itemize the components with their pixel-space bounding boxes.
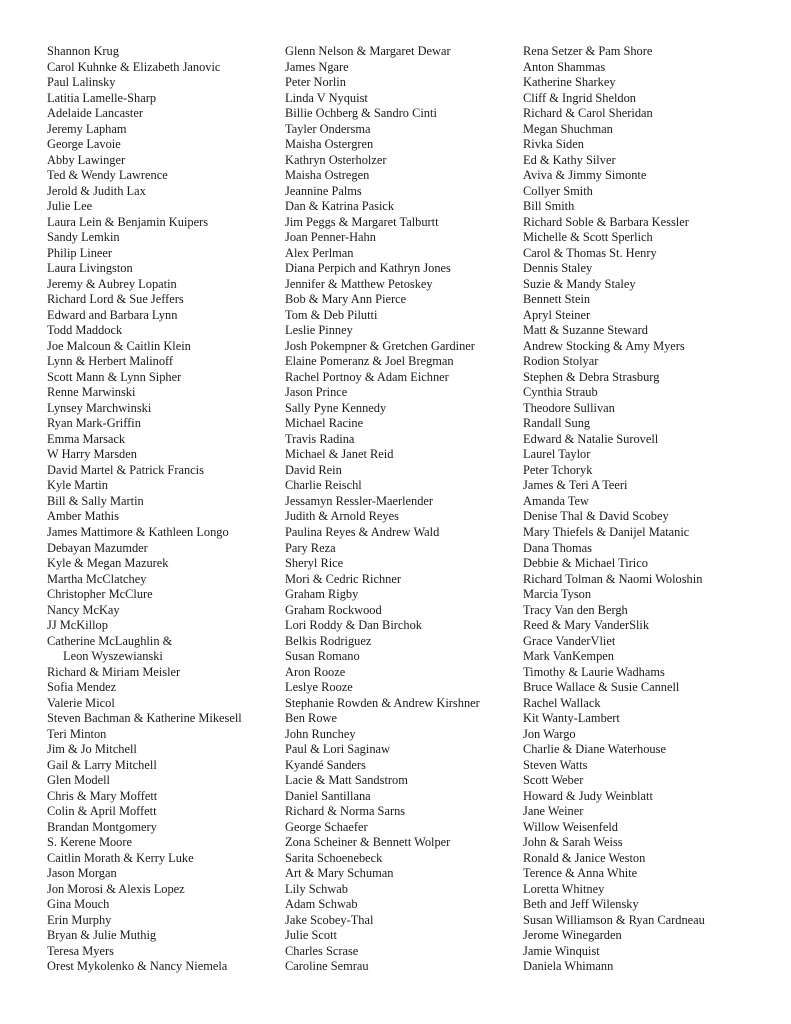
name-entry: Laura Livingston	[47, 261, 133, 276]
name-entry: Reed & Mary VanderSlik	[523, 618, 650, 633]
name-entry: Laurel Taylor	[523, 447, 591, 462]
name-entry: Bill & Sally Martin	[47, 493, 144, 508]
name-entry: Carol & Thomas St. Henry	[523, 245, 657, 260]
name-column-2	[285, 44, 517, 975]
name-entry: S. Kerene Moore	[47, 835, 132, 850]
name-entry: George Lavoie	[47, 137, 121, 152]
name-entry: Martha McClatchey	[47, 571, 147, 586]
name-entry: Bruce Wallace & Susie Cannell	[523, 680, 680, 695]
name-entry: Kyle & Megan Mazurek	[47, 556, 169, 571]
name-entry: Richard & Miriam Meisler	[47, 664, 181, 679]
name-entry: Charlie & Diane Waterhouse	[523, 742, 666, 757]
name-entry: Jamie Winquist	[523, 943, 600, 958]
name-entry: Megan Shuchman	[523, 121, 613, 136]
name-entry: Judith & Arnold Reyes	[285, 509, 399, 524]
name-entry: Travis Radina	[285, 431, 355, 446]
name-entry: Julie Lee	[47, 199, 93, 214]
name-entry: Emma Marsack	[47, 431, 126, 446]
name-entry: Pary Reza	[285, 540, 336, 555]
name-entry: Jon Wargo	[523, 726, 576, 741]
name-entry: Glen Modell	[47, 773, 110, 788]
name-entry: Amber Mathis	[47, 509, 119, 524]
name-entry: Edward and Barbara Lynn	[47, 307, 178, 322]
name-entry: Lynsey Marchwinski	[47, 400, 152, 415]
name-entry: Sandy Lemkin	[47, 230, 120, 245]
name-entry: Jerold & Judith Lax	[47, 183, 146, 198]
name-entry: Ed & Kathy Silver	[523, 152, 616, 167]
name-entry: George Schaefer	[285, 819, 368, 834]
name-entry: Maisha Ostregen	[285, 168, 370, 183]
name-entry: Willow Weisenfeld	[523, 819, 618, 834]
name-entry: Sheryl Rice	[285, 556, 344, 571]
name-entry: W Harry Marsden	[47, 447, 137, 462]
name-entry: Jeannine Palms	[285, 183, 362, 198]
name-entry: Jon Morosi & Alexis Lopez	[47, 881, 185, 896]
name-entry: Glenn Nelson & Margaret Dewar	[285, 44, 451, 58]
name-entry: Michael & Janet Reid	[285, 447, 394, 462]
name-entry: Leslye Rooze	[285, 680, 353, 695]
name-entry: Joe Malcoun & Caitlin Klein	[47, 338, 191, 353]
name-entry: Randall Sung	[523, 416, 591, 431]
name-entry: Latitia Lamelle-Sharp	[47, 90, 157, 105]
name-entry: Catherine McLaughlin &	[47, 633, 173, 648]
name-entry: Renne Marwinski	[47, 385, 136, 400]
name-entry: Mary Thiefels & Danijel Matanic	[523, 524, 690, 539]
name-entry: Edward & Natalie Surovell	[523, 431, 659, 446]
name-entry: Jerome Winegarden	[523, 928, 622, 943]
name-entry: Paul & Lori Saginaw	[285, 742, 390, 757]
name-entry: Belkis Rodriguez	[285, 633, 372, 648]
name-entry: Terence & Anna White	[523, 866, 638, 881]
name-entry: Tracy Van den Bergh	[523, 602, 628, 617]
name-entry: Debbie & Michael Tirico	[523, 556, 648, 571]
name-entry: Gail & Larry Mitchell	[47, 757, 157, 772]
name-entry: Richard Soble & Barbara Kessler	[523, 214, 689, 229]
name-entry: Denise Thal & David Scobey	[523, 509, 669, 524]
name-entry: Bill Smith	[523, 199, 575, 214]
name-entry: Daniel Santillana	[285, 788, 371, 803]
name-entry: Richard & Norma Sarns	[285, 804, 406, 819]
name-entry: Aviva & Jimmy Simonte	[523, 168, 647, 183]
name-entry: Josh Pokempner & Gretchen Gardiner	[285, 338, 475, 353]
name-entry: Steven Bachman & Katherine Mikesell	[47, 711, 242, 726]
name-entry: Howard & Judy Weinblatt	[523, 788, 653, 803]
name-entry: Rachel Portnoy & Adam Eichner	[285, 369, 449, 384]
name-entry: Kyandé Sanders	[285, 757, 366, 772]
name-entry: Mark VanKempen	[523, 649, 614, 664]
name-entry: Collyer Smith	[523, 183, 593, 198]
name-entry: Laura Lein & Benjamin Kuipers	[47, 214, 209, 229]
name-entry: Bob & Mary Ann Pierce	[285, 292, 407, 307]
name-column-1	[47, 44, 279, 975]
name-entry: Grace VanderVliet	[523, 633, 616, 648]
name-entry: Colin & April Moffett	[47, 804, 157, 819]
name-entry: Dennis Staley	[523, 261, 593, 276]
name-entry: Dan & Katrina Pasick	[285, 199, 395, 214]
name-entry: Caitlin Morath & Kerry Luke	[47, 850, 194, 865]
name-entry: Steven Watts	[523, 757, 588, 772]
name-entry: Sarita Schoenebeck	[285, 850, 383, 865]
name-entry: Alex Perlman	[285, 245, 354, 260]
name-entry: Jessamyn Ressler-Maerlender	[285, 493, 434, 508]
name-entry: Christopher McClure	[47, 587, 153, 602]
name-entry: Adelaide Lancaster	[47, 106, 143, 121]
name-entry: Carol Kuhnke & Elizabeth Janovic	[47, 59, 221, 74]
name-entry: Daniela Whimann	[523, 959, 614, 974]
name-entry: Andrew Stocking & Amy Myers	[523, 338, 685, 353]
name-entry: Jason Morgan	[47, 866, 117, 881]
name-entry: Jane Weiner	[523, 804, 584, 819]
name-entry: Lacie & Matt Sandstrom	[285, 773, 408, 788]
name-entry: Linda V Nyquist	[285, 90, 368, 105]
name-entry: Tayler Ondersma	[285, 121, 371, 136]
name-entry: Stephen & Debra Strasburg	[523, 369, 660, 384]
name-entry: Amanda Tew	[523, 493, 589, 508]
name-entry: Jason Prince	[285, 385, 348, 400]
name-entry: Diana Perpich and Kathryn Jones	[285, 261, 451, 276]
name-entry: JJ McKillop	[47, 618, 108, 633]
name-entry: Cynthia Straub	[523, 385, 598, 400]
name-entry: Anton Shammas	[523, 59, 606, 74]
name-entry: Jim & Jo Mitchell	[47, 742, 137, 757]
name-entry: Abby Lawinger	[47, 152, 126, 167]
name-entry: John & Sarah Weiss	[523, 835, 623, 850]
name-entry: Ted & Wendy Lawrence	[47, 168, 168, 183]
name-entry: Rachel Wallack	[523, 695, 601, 710]
name-entry: Caroline Semrau	[285, 959, 369, 974]
name-entry: Joan Penner-Hahn	[285, 230, 376, 245]
name-entry: Shannon Krug	[47, 44, 119, 58]
name-entry: Bennett Stein	[523, 292, 591, 307]
name-entry: Paulina Reyes & Andrew Wald	[285, 524, 440, 539]
name-entry: Debayan Mazumder	[47, 540, 148, 555]
name-entry: Dana Thomas	[523, 540, 592, 555]
name-entry: Kit Wanty-Lambert	[523, 711, 620, 726]
name-entry: Kyle Martin	[47, 478, 108, 493]
name-entry: Jeremy & Aubrey Lopatin	[47, 276, 177, 291]
name-entry: Lori Roddy & Dan Birchok	[285, 618, 422, 633]
name-entry: Philip Lineer	[47, 245, 113, 260]
name-entry: Matt & Suzanne Steward	[523, 323, 648, 338]
name-entry: Brandan Montgomery	[47, 819, 157, 834]
name-entry: Graham Rigby	[285, 587, 359, 602]
name-entry: Mori & Cedric Richner	[285, 571, 401, 586]
name-entry: Teresa Myers	[47, 943, 114, 958]
name-entry: Adam Schwab	[285, 897, 358, 912]
name-entry: Maisha Ostergren	[285, 137, 374, 152]
name-entry: James Mattimore & Kathleen Longo	[47, 524, 229, 539]
name-entry: Beth and Jeff Wilensky	[523, 897, 639, 912]
name-entry: Richard Lord & Sue Jeffers	[47, 292, 184, 307]
name-entry: James Ngare	[285, 59, 349, 74]
name-entry: Loretta Whitney	[523, 881, 605, 896]
name-entry: Stephanie Rowden & Andrew Kirshner	[285, 695, 480, 710]
name-entry: Peter Tchoryk	[523, 462, 593, 477]
name-entry: Ben Rowe	[285, 711, 337, 726]
name-entry: Katherine Sharkey	[523, 75, 616, 90]
name-entry: Charles Scrase	[285, 943, 359, 958]
name-entry: Rivka Siden	[523, 137, 584, 152]
name-entry: Bryan & Julie Muthig	[47, 928, 157, 943]
name-entry: Kathryn Osterholzer	[285, 152, 387, 167]
name-entry: Art & Mary Schuman	[285, 866, 394, 881]
name-entry: Cliff & Ingrid Sheldon	[523, 90, 637, 105]
name-entry: Rodion Stolyar	[523, 354, 599, 369]
name-entry: Graham Rockwood	[285, 602, 382, 617]
name-entry: Teri Minton	[47, 726, 107, 741]
name-entry: Leslie Pinney	[285, 323, 353, 338]
name-entry: Scott Mann & Lynn Sipher	[47, 369, 182, 384]
name-entry: Michelle & Scott Sperlich	[523, 230, 653, 245]
name-entry: John Runchey	[285, 726, 356, 741]
name-entry: Jake Scobey-Thal	[285, 912, 374, 927]
name-entry: Erin Murphy	[47, 912, 112, 927]
name-entry: Rena Setzer & Pam Shore	[523, 44, 653, 58]
name-entry: Peter Norlin	[285, 75, 346, 90]
name-entry: Timothy & Laurie Wadhams	[523, 664, 665, 679]
name-entry: Valerie Micol	[47, 695, 115, 710]
name-entry: Julie Scott	[285, 928, 337, 943]
name-entry: Tom & Deb Pilutti	[285, 307, 378, 322]
name-entry: Susan Williamson & Ryan Cardneau	[523, 912, 705, 927]
name-column-3	[523, 44, 785, 975]
name-entry: Zona Scheiner & Bennett Wolper	[285, 835, 451, 850]
name-entry: Elaine Pomeranz & Joel Bregman	[285, 354, 454, 369]
name-entry: Scott Weber	[523, 773, 584, 788]
name-entry: Charlie Reischl	[285, 478, 362, 493]
name-entry: Jeremy Lapham	[47, 121, 127, 136]
name-entry: David Rein	[285, 462, 342, 477]
name-entry: Jennifer & Matthew Petoskey	[285, 276, 433, 291]
name-entry: James & Teri A Teeri	[523, 478, 628, 493]
name-entry: Richard Tolman & Naomi Woloshin	[523, 571, 703, 586]
name-entry: Lily Schwab	[285, 881, 348, 896]
name-entry: Theodore Sullivan	[523, 400, 615, 415]
name-entry: Nancy McKay	[47, 602, 120, 617]
name-entry: Sally Pyne Kennedy	[285, 400, 387, 415]
name-entry: Suzie & Mandy Staley	[523, 276, 636, 291]
name-entry: Marcia Tyson	[523, 587, 592, 602]
name-entry: Jim Peggs & Margaret Talburtt	[285, 214, 439, 229]
name-entry: Susan Romano	[285, 649, 360, 664]
name-entry: Paul Lalinsky	[47, 75, 116, 90]
name-entry: Sofia Mendez	[47, 680, 117, 695]
name-entry: Ronald & Janice Weston	[523, 850, 646, 865]
name-entry: Richard & Carol Sheridan	[523, 106, 653, 121]
name-entry: Apryl Steiner	[523, 307, 591, 322]
name-entry: Leon Wyszewianski	[63, 649, 163, 664]
name-entry: Chris & Mary Moffett	[47, 788, 158, 803]
name-entry: Lynn & Herbert Malinoff	[47, 354, 174, 369]
name-entry: Todd Maddock	[47, 323, 123, 338]
name-entry: Ryan Mark-Griffin	[47, 416, 141, 431]
name-entry: Michael Racine	[285, 416, 364, 431]
name-entry: Gina Mouch	[47, 897, 110, 912]
name-entry: David Martel & Patrick Francis	[47, 462, 204, 477]
name-entry: Aron Rooze	[285, 664, 346, 679]
name-entry: Billie Ochberg & Sandro Cinti	[285, 106, 437, 121]
name-entry: Orest Mykolenko & Nancy Niemela	[47, 959, 228, 974]
